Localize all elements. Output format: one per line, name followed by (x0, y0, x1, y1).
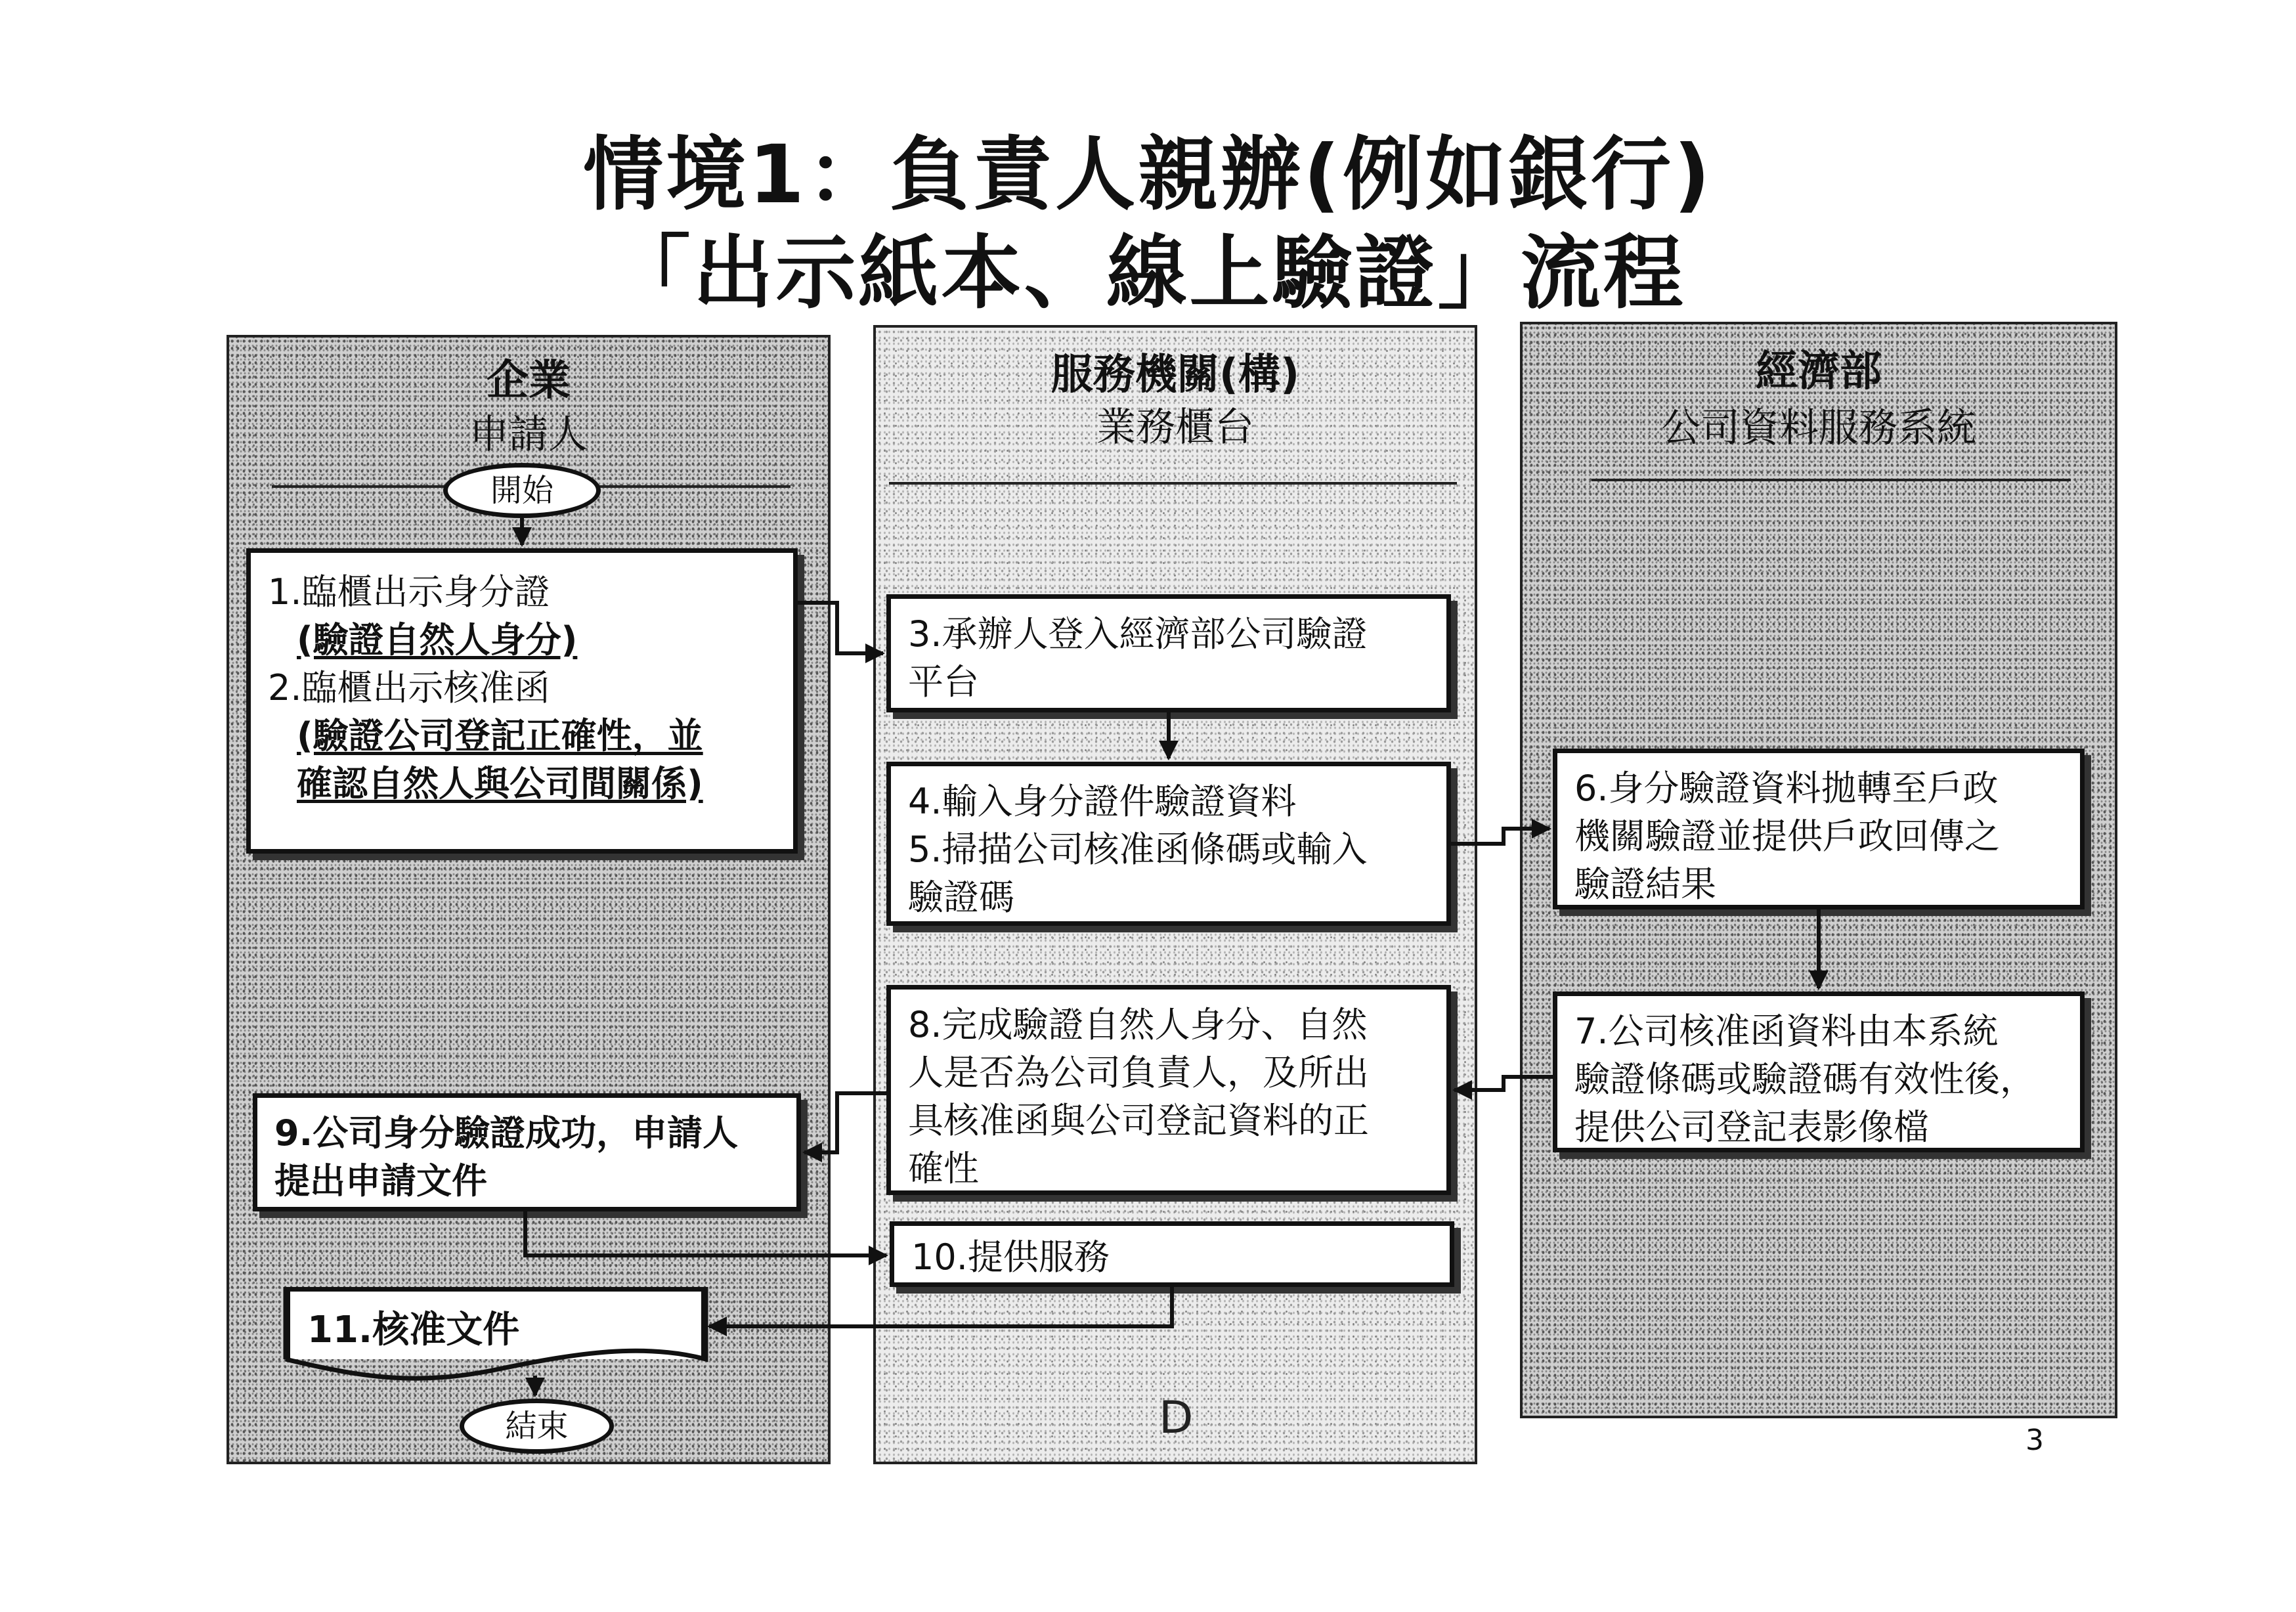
step-3-line1: 3.承辦人登入經濟部公司驗證 (908, 613, 1368, 655)
step-10-box (890, 1221, 1454, 1287)
step-9-line1: 9.公司身分驗證成功，申請人 (274, 1112, 739, 1154)
step-3-line2: 平台 (908, 661, 979, 703)
lane-enterprise-title: 企業 (487, 357, 571, 405)
step-3-box (886, 594, 1451, 712)
lane-service-agency-divider (889, 482, 1457, 485)
step-10-label: 10.提供服務 (911, 1236, 1110, 1278)
step-11-document (286, 1287, 706, 1359)
step-7-box (1553, 991, 2085, 1152)
step-7-line1: 7.公司核准函資料由本系統 (1574, 1011, 1999, 1052)
end-terminal (460, 1399, 614, 1454)
diagram-title-line1: 情境1：負責人親辦(例如銀行) (583, 128, 1713, 221)
step-6-line3: 驗證結果 (1574, 863, 1716, 905)
stray-mark: D (1159, 1392, 1194, 1444)
step-2-note-line1: (驗證公司登記正確性，並 (297, 714, 703, 756)
lane-ministry-subtitle: 公司資料服務系統 (1661, 405, 1976, 451)
lane-ministry-title: 經濟部 (1756, 347, 1882, 396)
step-6-line2: 機關驗證並提供戶政回傳之 (1574, 815, 2000, 857)
step-5-line1: 5.掃描公司核准函條碼或輸入 (908, 828, 1368, 870)
start-terminal-label: 開始 (490, 472, 553, 509)
step-7-line3: 提供公司登記表影像檔 (1574, 1106, 1929, 1148)
step-6-line1: 6.身分驗證資料拋轉至戶政 (1574, 768, 1999, 809)
step-4-text: 4.輸入身分證件驗證資料 (908, 781, 1297, 822)
step-1-2-box (246, 548, 798, 854)
lane-ministry-divider (1592, 479, 2071, 481)
step-6-box (1553, 749, 2085, 909)
step-2-text: 2.臨櫃出示核准函 (268, 666, 550, 708)
lane-enterprise-subtitle: 申請人 (469, 412, 588, 458)
lane-service-agency-title: 服務機關(構) (1051, 351, 1300, 399)
page-number: 3 (2025, 1424, 2044, 1457)
step-2-note-line2: 確認自然人與公司間關係) (297, 762, 703, 804)
step-4-5-box (886, 762, 1451, 926)
start-terminal (443, 463, 601, 518)
step-8-line3: 具核准函與公司登記資料的正 (908, 1099, 1369, 1141)
lane-service-agency-subtitle: 業務櫃台 (1096, 404, 1254, 450)
diagram-title-line2: 「出示紙本、線上驗證」流程 (610, 227, 1686, 320)
end-terminal-label: 結束 (505, 1408, 569, 1445)
step-9-line2: 提出申請文件 (274, 1160, 487, 1202)
step-8-line1: 8.完成驗證自然人身分、自然 (908, 1004, 1368, 1045)
step-11-label: 11.核准文件 (307, 1309, 520, 1351)
step-7-line2: 驗證條碼或驗證碼有效性後， (1574, 1058, 2035, 1100)
step-1-note: (驗證自然人身分) (297, 619, 578, 661)
step-5-line2: 驗證碼 (908, 876, 1014, 918)
step-8-line4: 確性 (908, 1147, 979, 1189)
step-8-box (886, 985, 1451, 1195)
step-8-line2: 人是否為公司負責人，及所出 (908, 1051, 1369, 1093)
step-1-text: 1.臨櫃出示身分證 (268, 571, 550, 613)
step-9-box (253, 1093, 801, 1211)
